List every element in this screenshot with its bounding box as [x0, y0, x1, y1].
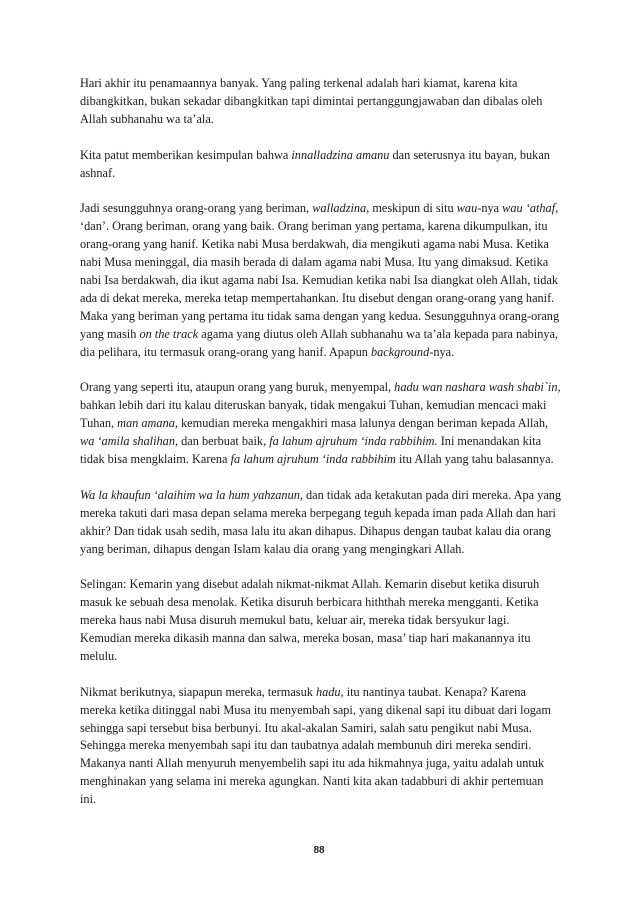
text-run: Ini menandakan kita tidak bisa mengklaim. Karena: [80, 434, 542, 466]
italic-text: fa lahum ajruhum ‘inda rabbihim: [230, 451, 396, 466]
italic-text: innalladzina amanu: [291, 147, 390, 162]
text-run: dan seterusnya itu bayan, bukan ashnaf.: [80, 147, 550, 180]
text-run: -nya: [477, 201, 503, 216]
text-run: Jadi sesungguhnya orang-orang yang beriman,: [80, 201, 313, 216]
italic-text: hadu wan nashara wash shabi`in,: [394, 380, 561, 395]
text-run: -nya.: [429, 344, 455, 359]
paragraph: [80, 576, 562, 666]
paragraph: [80, 487, 562, 559]
text-run: kemudian mereka mengakhiri masa lalunya dengan beriman kepada Allah,: [177, 416, 549, 431]
paragraph: [80, 684, 562, 809]
italic-text: background: [370, 344, 430, 359]
text-run: dan tidak ada ketakutan pada diri mereka. Apa yang mereka takuti dari masa depan selama mereka berpegang teguh kepada iman pada Allah dan hari akhir? Dan tidak usah sedih, masa lalu itu akan dihapus. Dihapus dengan taubat kalau dia orang yang beriman, dihapus dengan Islam kalau dia orang yang mengingkari Allah.: [80, 487, 562, 556]
text-run: , meskipun di situ: [366, 201, 457, 216]
paragraph: [80, 75, 562, 129]
text-run: itu Allah yang tahu balasannya.: [395, 451, 554, 466]
page-number: 88: [313, 845, 325, 856]
italic-text: wa ‘amila shalihan,: [80, 434, 179, 449]
text-run: Kita patut memberikan kesimpulan bahwa: [80, 147, 292, 162]
italic-text: man amana,: [117, 416, 178, 431]
italic-text: walladzina: [312, 201, 367, 216]
text-run: Nikmat berikutnya, siapapun mereka, termasuk: [80, 684, 316, 699]
italic-text: wau ‘athaf: [502, 201, 556, 216]
text-run: Hari akhir itu penamaannya banyak. Yang paling terkenal adalah hari kiamat, karena kita dibangkitkan, bukan sekadar dibangkitkan tapi dimintai pertanggungjawaban dan dibalas oleh Allah subhanahu wa ta’ala.: [80, 76, 543, 126]
text-run: , ‘dan’. Orang beriman, orang yang baik. Orang beriman yang pertama, karena dikumpulkan, itu orang-orang yang hanif. Ketika nabi Musa berdakwah, dia mengikuti agama nabi Musa. Ketika nabi Musa meninggal, dia masih berada di dalam agama nabi Musa. Itu yang dimaksud. Ketika nabi Isa berdakwah, dia ikut agama nabi Isa. Kemudian ketika nabi Isa diangkat oleh Allah, tidak ada di dekat mereka, mereka tetap mempertahankan. Itu disebut dengan orang-orang yang hanif. Maka yang beriman yang pertama itu tidak sama dengan yang kedua. Sesungguhnya orang-orang yang masih: [80, 201, 560, 341]
text-run: , itu nantinya taubat. Kenapa? Karena mereka ketika ditinggal nabi Musa itu menyembah sapi, yang dikenal sapi itu dibuat dari logam sehingga sapi tersebut bisa berbunyi. Itu akal-akalan Samiri, salah satu pengikut nabi Musa. Sehingga mereka menyembah sapi itu dan taubatnya adalah membunuh diri mereka sendiri. Makanya nanti Allah menyuruh menyembelih sapi itu ada hikmahnya juga, yaitu adalah untuk menghinakan yang selama ini mereka agungkan. Nanti kita akan tadabburi di akhir pertemuan ini.: [80, 684, 551, 807]
italic-text: fa lahum ajruhum ‘inda rabbihim.: [269, 434, 438, 449]
text-run: agama yang diutus oleh Allah subhanahu wa ta’ala kepada para nabinya, dia pelihara, itu termasuk orang-orang yang hanif. Apapun: [80, 326, 559, 359]
text-run: Orang yang seperti itu, ataupun orang yang buruk, menyempal,: [80, 380, 395, 395]
body-text: [80, 75, 562, 827]
italic-text: Wa la khaufun ‘alaihim wa la hum yahzanun,: [80, 487, 303, 502]
paragraph: [80, 200, 562, 361]
text-run: Selingan: Kemarin yang disebut adalah nikmat-nikmat Allah. Kemarin disebut ketika disuruh masuk ke sebuah desa menolak. Ketika disuruh berbicara hiththah mereka mengganti. Ketika mereka haus nabi Musa disuruh memukul batu, keluar air, mereka tidak bersyukur lagi. Kemudian mereka dikasih manna dan salwa, mereka bosan, masa’ tiap hari makanannya itu melulu.: [80, 577, 540, 663]
text-run: dan berbuat baik,: [178, 434, 270, 449]
italic-text: wau: [456, 201, 478, 216]
italic-text: on the track: [139, 326, 199, 341]
paragraph: [80, 379, 562, 469]
italic-text: hadu: [315, 684, 341, 699]
paragraph: [80, 147, 562, 183]
text-run: bahkan lebih dari itu kalau diteruskan banyak, tidak mengakui Tuhan, kemudian mencaci maki Tuhan,: [80, 398, 547, 431]
